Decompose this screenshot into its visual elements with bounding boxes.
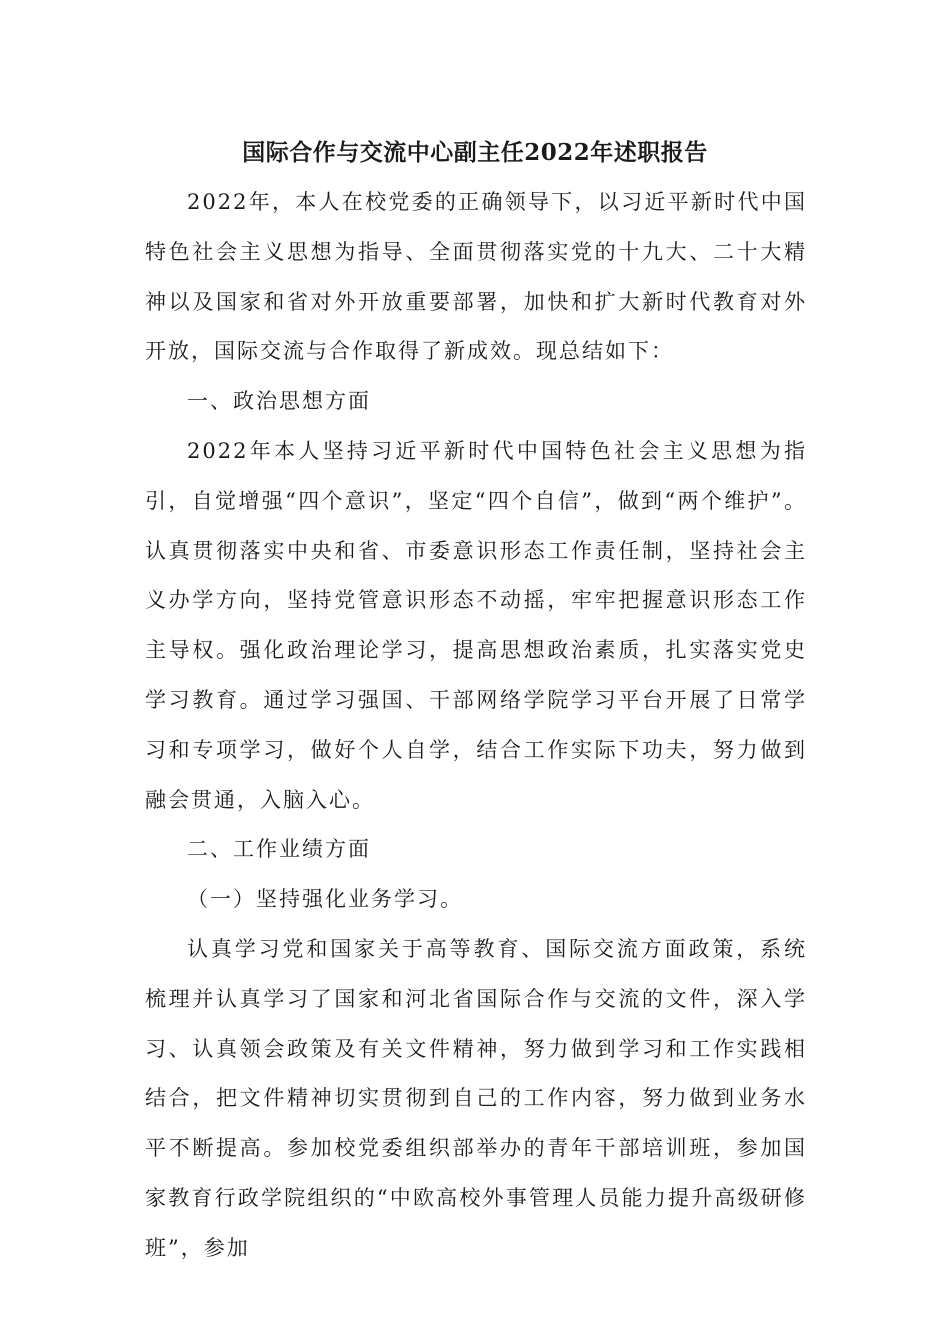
document-title: 国际合作与交流中心副主任2022年述职报告	[242, 139, 708, 166]
section-heading-political: 一、政治思想方面	[187, 389, 371, 414]
study-paragraph: 认真学习党和国家关于高等教育、国际交流方面政策，系统梳理并认真学习了国家和河北省国际合作与交流的文件，深入学习、认真领会政策及有关文件精神，努力做到学习和工作实践相结合，把文件精神切实贯彻到自己的工作内容，努力做到业务水平不断提高。参加校党委组织部举办的青年干部培训班，参加国家教育行政学院组织的“中欧高校外事管理人员能力提升高级研修班”，参加	[145, 936, 807, 1260]
political-paragraph: 2022年本人坚持习近平新时代中国特色社会主义思想为指引，自觉增强“四个意识”，坚定“四个自信”，做到“两个维护”。认真贯彻落实中央和省、市委意识形态工作责任制，坚持社会主义办学方向，坚持党管意识形态不动摇，牢牢把握意识形态工作主导权。强化政治理论学习，提高思想政治素质，扎实落实党史学习教育。通过学习强国、干部网络学院学习平台开展了日常学习和专项学习，做好个人自学，结合工作实际下功夫，努力做到融会贯通，入脑入心。	[145, 438, 807, 812]
subsection-heading-study: （一）坚持强化业务学习。	[187, 887, 463, 912]
intro-paragraph: 2022年，本人在校党委的正确领导下，以习近平新时代中国特色社会主义思想为指导、全面贯彻落实党的十九大、二十大精神以及国家和省对外开放重要部署，加快和扩大新时代教育对外开放，国际交流与合作取得了新成效。现总结如下：	[145, 190, 807, 364]
document-body	[145, 178, 807, 1274]
section-heading-work: 二、工作业绩方面	[187, 837, 371, 862]
